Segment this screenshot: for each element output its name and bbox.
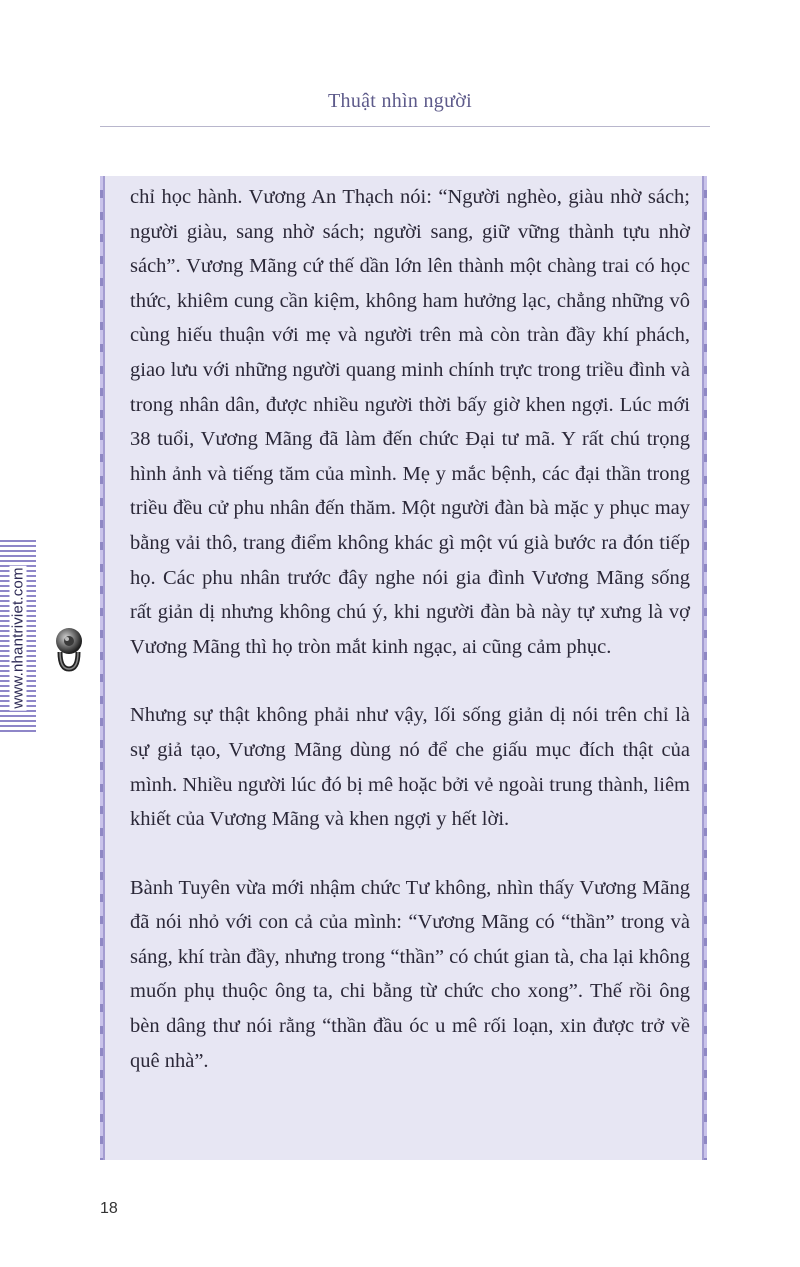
running-header-title: Thuật nhìn người <box>328 90 472 112</box>
paragraph-3: Bành Tuyên vừa mới nhậm chức Tư không, nhìn thấy Vương Mãng đã nói nhỏ với con cả của mình: “Vương Mãng có “thần” trong và sáng, khí tràn đầy, nhưng trong “thần” có chút gian tà, cha lại không muốn phụ thuộc ông ta, chi bằng từ chức cho xong”. Thế rồi ông bèn dâng thư nói rằng “thần đầu óc u mê rối loạn, xin được trở về quê nhà”. <box>130 876 690 1072</box>
page-number: 18 <box>100 1200 118 1217</box>
door-knocker-icon <box>50 625 88 673</box>
side-url-label: www.nhantriviet.com <box>9 567 27 709</box>
paragraph-1: chỉ học hành. Vương An Thạch nói: “Người nghèo, giàu nhờ sách; người giàu, sang nhờ sách; người sang, giữ vững thành tựu nhờ sách”. Vương Mãng cứ thế dần lớn lên thành một chàng trai có học thức, khiêm cung cần kiệm, không ham hưởng lạc, chẳng những vô cùng hiếu thuận với mẹ và người trên mà còn tràn đầy khí phách, giao lưu với những người quang minh chính trực trong triều đình và trong nhân dân, được nhiều người thời bấy giờ khen ngợi. Lúc mới 38 tuổi, Vương Mãng đã làm đến chức Đại tư mã. Y rất chú trọng hình ảnh và tiếng tăm của mình. Mẹ y mắc bệnh, các đại thần trong triều đều cử phu nhân đến thăm. Một người đàn bà mặc y phục may bằng vải thô, trang điểm không khác gì một vú già bước ra đón tiếp họ. Các phu nhân trước đây nghe nói gia đình Vương Mãng sống rất giản dị nhưng không chú ý, khi người đàn bà này tự xưng là vợ Vương Mãng thì họ tròn mắt kinh ngạc, ai cũng cảm phục. <box>130 186 690 658</box>
body-text <box>130 180 690 1078</box>
header-divider <box>100 126 710 127</box>
paragraph-2: Nhưng sự thật không phải như vậy, lối sống giản dị nói trên chỉ là sự giả tạo, Vương Mãng dùng nó để che giấu mục đích thật của mình. Nhiều người lúc đó bị mê hoặc bởi vẻ ngoài trung thành, liêm khiết của Vương Mãng và khen ngợi y hết lời. <box>130 704 690 831</box>
